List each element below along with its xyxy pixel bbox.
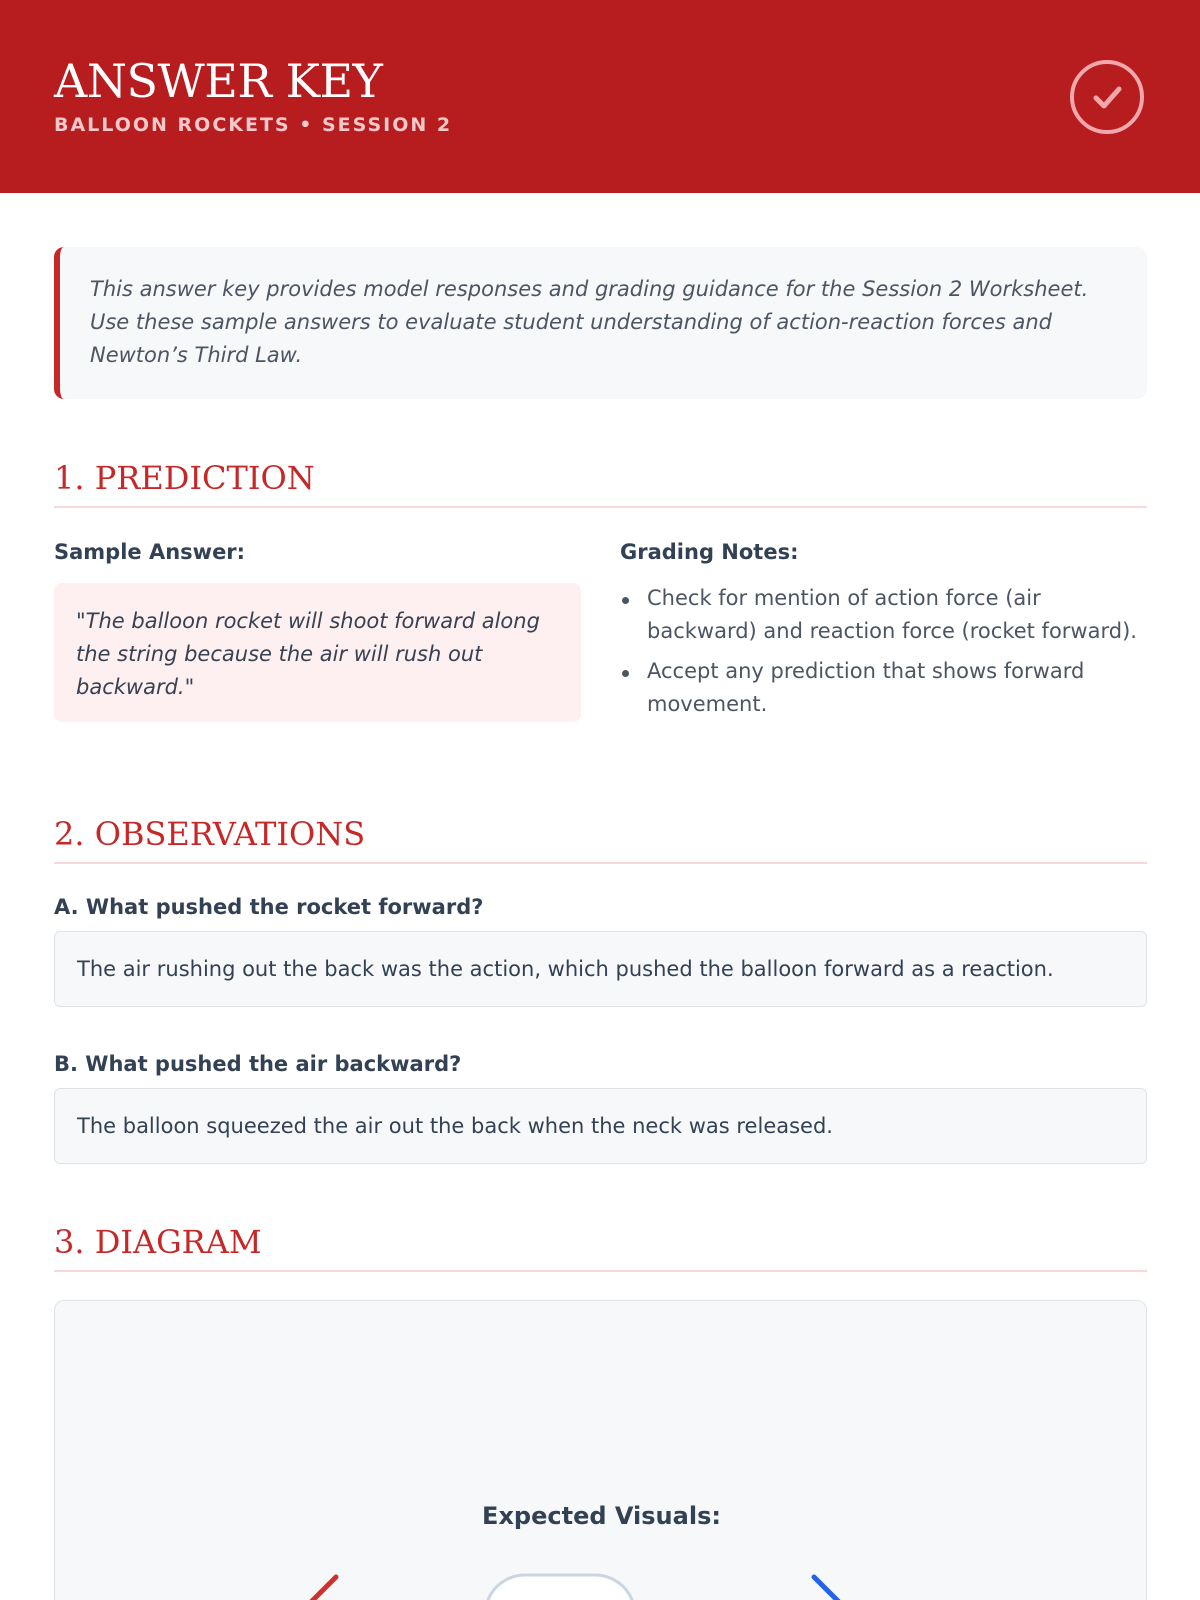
page-title: ANSWER KEY [54, 54, 383, 108]
expected-visuals-label: Expected Visuals: [482, 1502, 721, 1530]
section-divider [54, 1270, 1147, 1272]
bullet-icon [622, 670, 629, 677]
section-title-diagram: 3. DIAGRAM [54, 1223, 262, 1261]
question-a: A. What pushed the rocket forward? [54, 895, 484, 919]
balloon-icon [485, 1575, 635, 1600]
header-banner [0, 0, 1200, 193]
section-title-prediction: 1. PREDICTION [54, 459, 315, 497]
diagram-box [54, 1300, 1147, 1600]
answer-a-box [54, 931, 1147, 1007]
list-item: Accept any prediction that shows forward movement. [620, 655, 1150, 721]
grading-notes-list [620, 582, 1150, 728]
section-divider [54, 506, 1147, 508]
intro-text: This answer key provides model responses and grading guidance for the Session 2 Worksheet. Use these sample answers to evaluate student understanding of action-reaction forces and Newton’s Third Law. [90, 277, 1089, 367]
sample-answer-box [54, 583, 581, 722]
grading-notes-label: Grading Notes: [620, 540, 799, 564]
answer-b-text: The balloon squeezed the air out the back when the neck was released. [77, 1114, 833, 1138]
page-subtitle: BALLOON ROCKETS • SESSION 2 [54, 114, 453, 136]
answer-b-box [54, 1088, 1147, 1164]
arrow-right-icon [785, 1577, 841, 1600]
diagram-visuals [55, 1301, 1147, 1600]
bullet-icon [622, 597, 629, 604]
sample-answer-text: "The balloon rocket will shoot forward along the string because the air will rush out backward." [76, 609, 540, 699]
section-title-observations: 2. OBSERVATIONS [54, 815, 366, 853]
sample-answer-label: Sample Answer: [54, 540, 246, 564]
list-item: Check for mention of action force (air backward) and reaction force (rocket forward). [620, 582, 1150, 648]
question-b: B. What pushed the air backward? [54, 1052, 462, 1076]
arrow-left-icon [309, 1577, 365, 1600]
answer-a-text: The air rushing out the back was the action, which pushed the balloon forward as a reaction. [77, 957, 1054, 981]
check-circle-icon [1070, 60, 1144, 134]
intro-callout [54, 247, 1147, 399]
section-divider [54, 862, 1147, 864]
